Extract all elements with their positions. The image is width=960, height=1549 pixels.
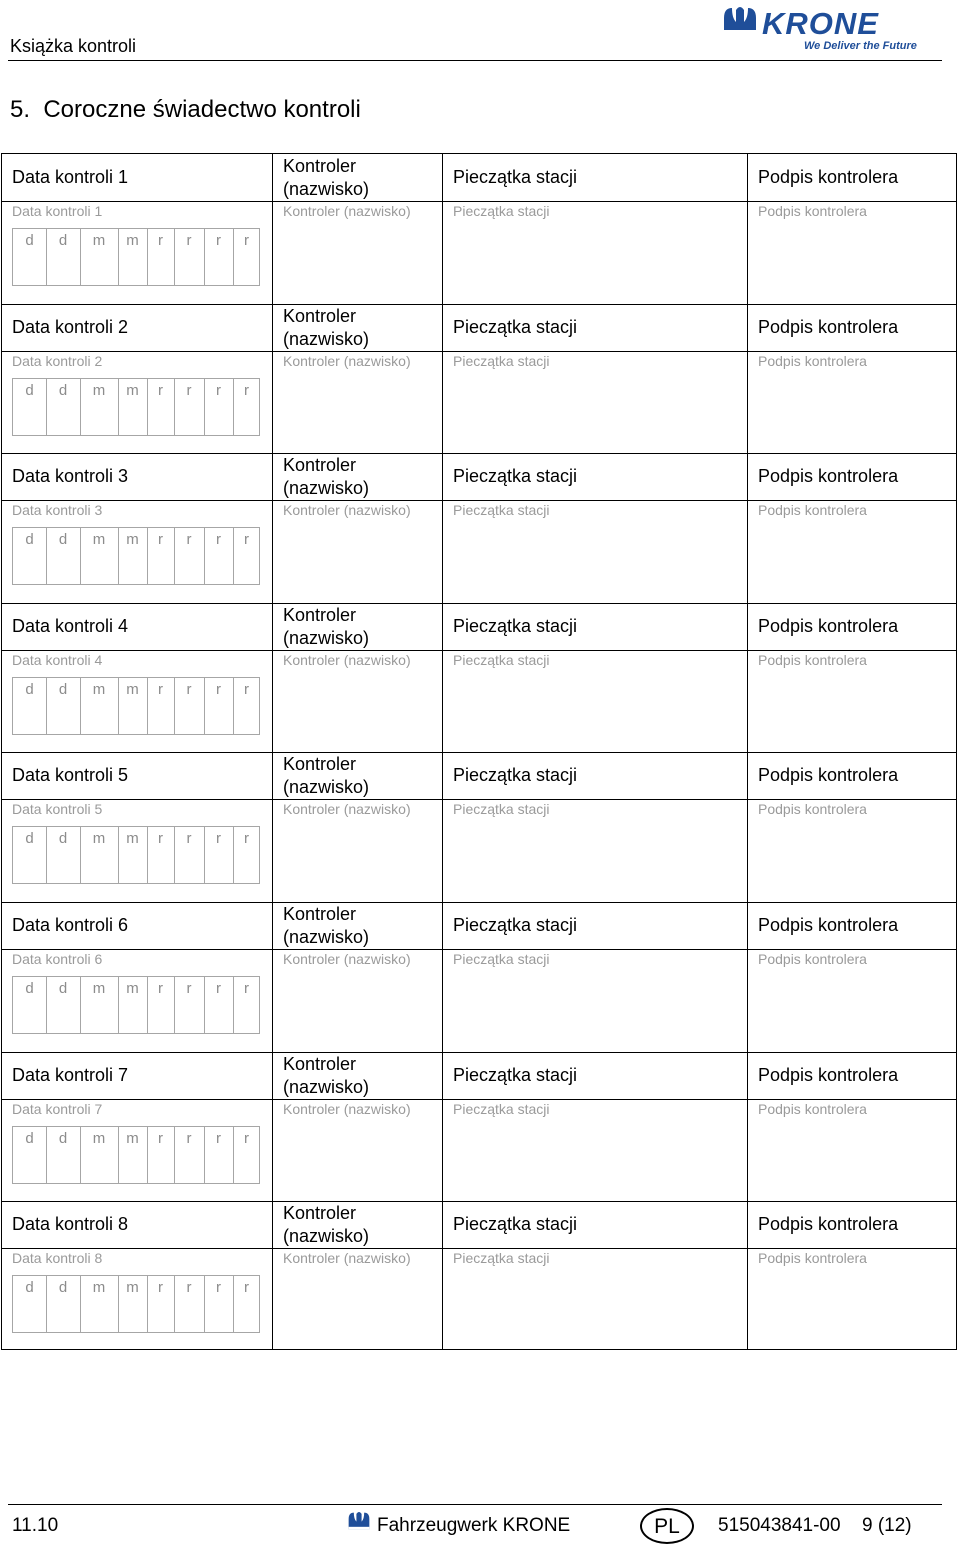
date-placeholder: Data kontroli 3	[12, 502, 103, 519]
inspector-name-field[interactable]: Kontroler (nazwisko)	[283, 801, 411, 818]
date-entry-box[interactable]	[12, 1126, 260, 1184]
date-digit-hint: d	[25, 980, 34, 997]
date-digit-hint: d	[58, 1129, 68, 1147]
footer-doc-number: 515043841-00	[718, 1515, 841, 1536]
inspector-label-line1: Kontroler	[283, 754, 357, 775]
inspector-signature-label: Podpis kontrolera	[758, 1214, 899, 1235]
date-label: Data kontroli 6	[12, 915, 129, 935]
inspector-signature-label: Podpis kontrolera	[758, 316, 899, 337]
date-digit-hint: r	[244, 680, 249, 698]
inspector-label-line2: (nazwisko)	[283, 1076, 370, 1097]
date-digit-hint: r	[186, 531, 192, 549]
date-digit-hint: d	[58, 980, 68, 997]
date-digit-hint: m	[92, 1129, 106, 1147]
date-digit-divider	[46, 977, 47, 1033]
date-digit-hint: d	[25, 830, 34, 848]
date-digit-hint: r	[158, 830, 163, 848]
date-digit-hint: r	[216, 830, 221, 848]
date-digit-hint: r	[244, 381, 249, 399]
date-placeholder: Data kontroli 5	[12, 801, 103, 818]
language-badge: PL	[640, 1508, 694, 1544]
date-entry-box[interactable]	[12, 1275, 260, 1333]
inspector-label-line1: Kontroler	[283, 305, 357, 326]
inspector-name-field[interactable]: Kontroler (nazwisko)	[283, 352, 411, 369]
date-digit-hint: r	[216, 1129, 221, 1147]
station-stamp-label: Pieczątka stacji	[453, 316, 578, 337]
date-digit-divider	[80, 977, 81, 1033]
station-stamp-label: Pieczątka stacji	[453, 615, 578, 636]
date-digit-divider	[46, 379, 47, 435]
date-label: Data kontroli 4	[12, 615, 129, 636]
date-digit-hint: m	[92, 1279, 106, 1297]
header-row-divider	[2, 650, 956, 651]
row-divider	[2, 1201, 956, 1202]
inspector-label-line1: Kontroler	[283, 904, 357, 924]
date-digit-divider	[46, 528, 47, 584]
date-digit-divider	[80, 827, 81, 883]
date-label: Data kontroli 7	[12, 1064, 129, 1085]
header-rule	[8, 60, 942, 61]
station-stamp-label: Pieczątka stacji	[453, 167, 578, 187]
row-divider	[2, 304, 956, 305]
footer-rule	[8, 1504, 942, 1505]
row-divider	[2, 453, 956, 454]
date-label: Data kontroli 2	[12, 316, 129, 337]
header-row-divider	[2, 351, 956, 352]
date-digit-hint: r	[158, 531, 163, 549]
date-digit-hint: m	[92, 680, 106, 698]
date-label: Data kontroli 5	[12, 765, 129, 786]
station-stamp-field[interactable]: Pieczątka stacji	[453, 951, 550, 967]
date-digit-hint: r	[158, 1129, 163, 1147]
date-digit-divider	[80, 379, 81, 435]
row-divider	[2, 603, 956, 604]
inspector-name-field[interactable]: Kontroler (nazwisko)	[283, 951, 411, 967]
logo-wordmark: KRONE	[762, 6, 879, 41]
date-digit-hint: m	[126, 1129, 139, 1147]
date-digit-hint: r	[216, 381, 221, 399]
date-digit-hint: d	[58, 381, 68, 399]
date-digit-divider	[80, 678, 81, 734]
date-placeholder: Data kontroli 8	[12, 1250, 103, 1267]
date-digit-hint: m	[126, 680, 139, 698]
station-stamp-field[interactable]: Pieczątka stacji	[453, 203, 550, 219]
date-entry-box[interactable]	[12, 976, 260, 1034]
date-digit-hint: d	[25, 232, 34, 249]
date-digit-divider	[46, 229, 47, 285]
inspector-signature-label: Podpis kontrolera	[758, 1064, 899, 1085]
signature-field[interactable]: Podpis kontrolera	[758, 352, 867, 369]
section-title: 5. Coroczne świadectwo kontroli	[10, 96, 361, 123]
signature-field[interactable]: Podpis kontrolera	[758, 951, 867, 967]
date-digit-divider	[80, 528, 81, 584]
date-entry-box[interactable]	[12, 527, 260, 585]
date-digit-hint: r	[216, 232, 221, 249]
footer-date: 11.10	[12, 1515, 59, 1536]
date-digit-hint: r	[186, 680, 192, 698]
date-digit-hint: r	[244, 1129, 249, 1147]
inspector-label-line1: Kontroler	[283, 604, 357, 625]
date-digit-hint: m	[126, 980, 139, 997]
date-digit-hint: m	[126, 830, 139, 848]
header-row-divider	[2, 799, 956, 800]
inspector-name-field[interactable]: Kontroler (nazwisko)	[283, 1250, 411, 1267]
inspector-signature-label: Podpis kontrolera	[758, 466, 899, 487]
date-digit-divider	[80, 1127, 81, 1183]
station-stamp-field[interactable]: Pieczątka stacji	[453, 1250, 550, 1267]
header-row-divider	[2, 201, 956, 202]
station-stamp-field[interactable]: Pieczątka stacji	[453, 651, 550, 668]
date-digit-hint: m	[92, 830, 106, 848]
row-divider	[2, 752, 956, 753]
date-digit-divider	[46, 827, 47, 883]
inspector-label-line1: Kontroler	[283, 1053, 357, 1074]
crown-icon	[720, 4, 760, 38]
station-stamp-field[interactable]: Pieczątka stacji	[453, 801, 550, 818]
inspector-name-field[interactable]: Kontroler (nazwisko)	[283, 651, 411, 668]
header-row-divider	[2, 1248, 956, 1249]
date-digit-hint: r	[186, 1129, 192, 1147]
date-digit-hint: r	[158, 1279, 163, 1297]
inspector-signature-label: Podpis kontrolera	[758, 167, 899, 187]
date-placeholder: Data kontroli 2	[12, 352, 103, 369]
inspection-table	[1, 153, 957, 1350]
date-placeholder: Data kontroli 7	[12, 1100, 103, 1117]
signature-field[interactable]: Podpis kontrolera	[758, 1250, 867, 1267]
inspector-label-line1: Kontroler	[283, 1203, 357, 1224]
date-digit-hint: d	[25, 531, 34, 549]
inspector-label-line1: Kontroler	[283, 156, 357, 176]
date-label: Data kontroli 3	[12, 466, 129, 487]
logo-tagline: We Deliver the Future	[804, 40, 917, 52]
date-digit-hint: r	[186, 980, 192, 997]
date-digit-hint: m	[92, 381, 106, 399]
header-row-divider	[2, 1099, 956, 1100]
inspector-label-line2: (nazwisko)	[283, 328, 370, 349]
date-digit-hint: m	[92, 980, 106, 997]
inspector-label-line1: Kontroler	[283, 455, 357, 476]
date-digit-hint: r	[244, 1279, 249, 1297]
date-entry-box[interactable]	[12, 826, 260, 884]
date-digit-hint: d	[58, 680, 68, 698]
date-digit-hint: r	[216, 531, 221, 549]
date-digit-divider	[46, 1127, 47, 1183]
date-digit-hint: m	[126, 232, 139, 249]
date-digit-hint: d	[58, 830, 68, 848]
inspector-label-line2: (nazwisko)	[283, 1226, 370, 1247]
date-entry-box[interactable]	[12, 228, 260, 286]
date-digit-divider	[46, 1276, 47, 1332]
inspector-label-line2: (nazwisko)	[283, 927, 370, 947]
inspector-signature-label: Podpis kontrolera	[758, 615, 899, 636]
date-digit-hint: r	[158, 381, 163, 399]
date-digit-hint: r	[186, 232, 192, 249]
inspector-name-field[interactable]: Kontroler (nazwisko)	[283, 502, 411, 519]
date-digit-hint: r	[216, 1279, 221, 1297]
inspector-name-field[interactable]: Kontroler (nazwisko)	[283, 1100, 411, 1117]
date-digit-hint: r	[186, 381, 192, 399]
date-placeholder: Data kontroli 6	[12, 951, 103, 967]
station-stamp-field[interactable]: Pieczątka stacji	[453, 502, 550, 519]
date-digit-hint: r	[216, 980, 221, 997]
date-digit-divider	[46, 678, 47, 734]
date-digit-hint: r	[186, 1279, 192, 1297]
date-digit-hint: d	[58, 1279, 68, 1297]
date-digit-hint: r	[244, 232, 249, 249]
date-digit-hint: r	[158, 232, 163, 249]
date-label: Data kontroli 1	[12, 167, 129, 187]
inspector-label-line2: (nazwisko)	[283, 777, 370, 798]
station-stamp-label: Pieczątka stacji	[453, 466, 578, 487]
footer-company: Fahrzeugwerk KRONE	[377, 1515, 571, 1536]
header-title: Książka kontroli	[10, 36, 137, 56]
date-digit-hint: d	[25, 1129, 34, 1147]
inspector-label-line2: (nazwisko)	[283, 179, 370, 199]
date-digit-hint: d	[25, 680, 34, 698]
signature-field[interactable]: Podpis kontrolera	[758, 651, 867, 668]
date-digit-hint: m	[126, 381, 139, 399]
header-row-divider	[2, 500, 956, 501]
station-stamp-label: Pieczątka stacji	[453, 1214, 578, 1235]
inspector-name-field[interactable]: Kontroler (nazwisko)	[283, 203, 411, 219]
station-stamp-field[interactable]: Pieczątka stacji	[453, 352, 550, 369]
station-stamp-field[interactable]: Pieczątka stacji	[453, 1100, 550, 1117]
signature-field[interactable]: Podpis kontrolera	[758, 203, 867, 219]
date-digit-hint: r	[244, 830, 249, 848]
inspector-label-line2: (nazwisko)	[283, 627, 370, 648]
date-digit-hint: r	[158, 680, 163, 698]
date-digit-hint: r	[186, 830, 192, 848]
krone-logo	[720, 4, 920, 56]
date-digit-hint: d	[58, 531, 68, 549]
inspector-label-line2: (nazwisko)	[283, 478, 370, 499]
date-placeholder: Data kontroli 1	[12, 203, 103, 219]
inspector-signature-label: Podpis kontrolera	[758, 765, 899, 786]
date-digit-hint: r	[158, 980, 163, 997]
row-divider	[2, 1052, 956, 1053]
header-row-divider	[2, 949, 956, 950]
date-digit-divider	[80, 229, 81, 285]
date-entry-box[interactable]	[12, 677, 260, 735]
date-label: Data kontroli 8	[12, 1214, 129, 1235]
date-digit-hint: r	[244, 980, 249, 997]
date-digit-hint: m	[92, 531, 106, 549]
krone-crown-icon	[346, 1510, 372, 1532]
date-digit-hint: m	[92, 232, 106, 249]
date-digit-hint: m	[126, 531, 139, 549]
date-placeholder: Data kontroli 4	[12, 651, 103, 668]
signature-field[interactable]: Podpis kontrolera	[758, 502, 867, 519]
date-digit-hint: r	[216, 680, 221, 698]
row-divider	[2, 902, 956, 903]
date-digit-hint: d	[58, 232, 68, 249]
station-stamp-label: Pieczątka stacji	[453, 765, 578, 786]
signature-field[interactable]: Podpis kontrolera	[758, 1100, 867, 1117]
station-stamp-label: Pieczątka stacji	[453, 915, 578, 935]
date-digit-hint: r	[244, 531, 249, 549]
date-digit-hint: d	[25, 1279, 34, 1297]
date-digit-hint: m	[126, 1279, 139, 1297]
date-digit-hint: d	[25, 381, 34, 399]
station-stamp-label: Pieczątka stacji	[453, 1064, 578, 1085]
date-digit-divider	[80, 1276, 81, 1332]
inspector-signature-label: Podpis kontrolera	[758, 915, 899, 935]
signature-field[interactable]: Podpis kontrolera	[758, 801, 867, 818]
footer-page: 9 (12)	[862, 1515, 912, 1536]
date-entry-box[interactable]	[12, 378, 260, 436]
